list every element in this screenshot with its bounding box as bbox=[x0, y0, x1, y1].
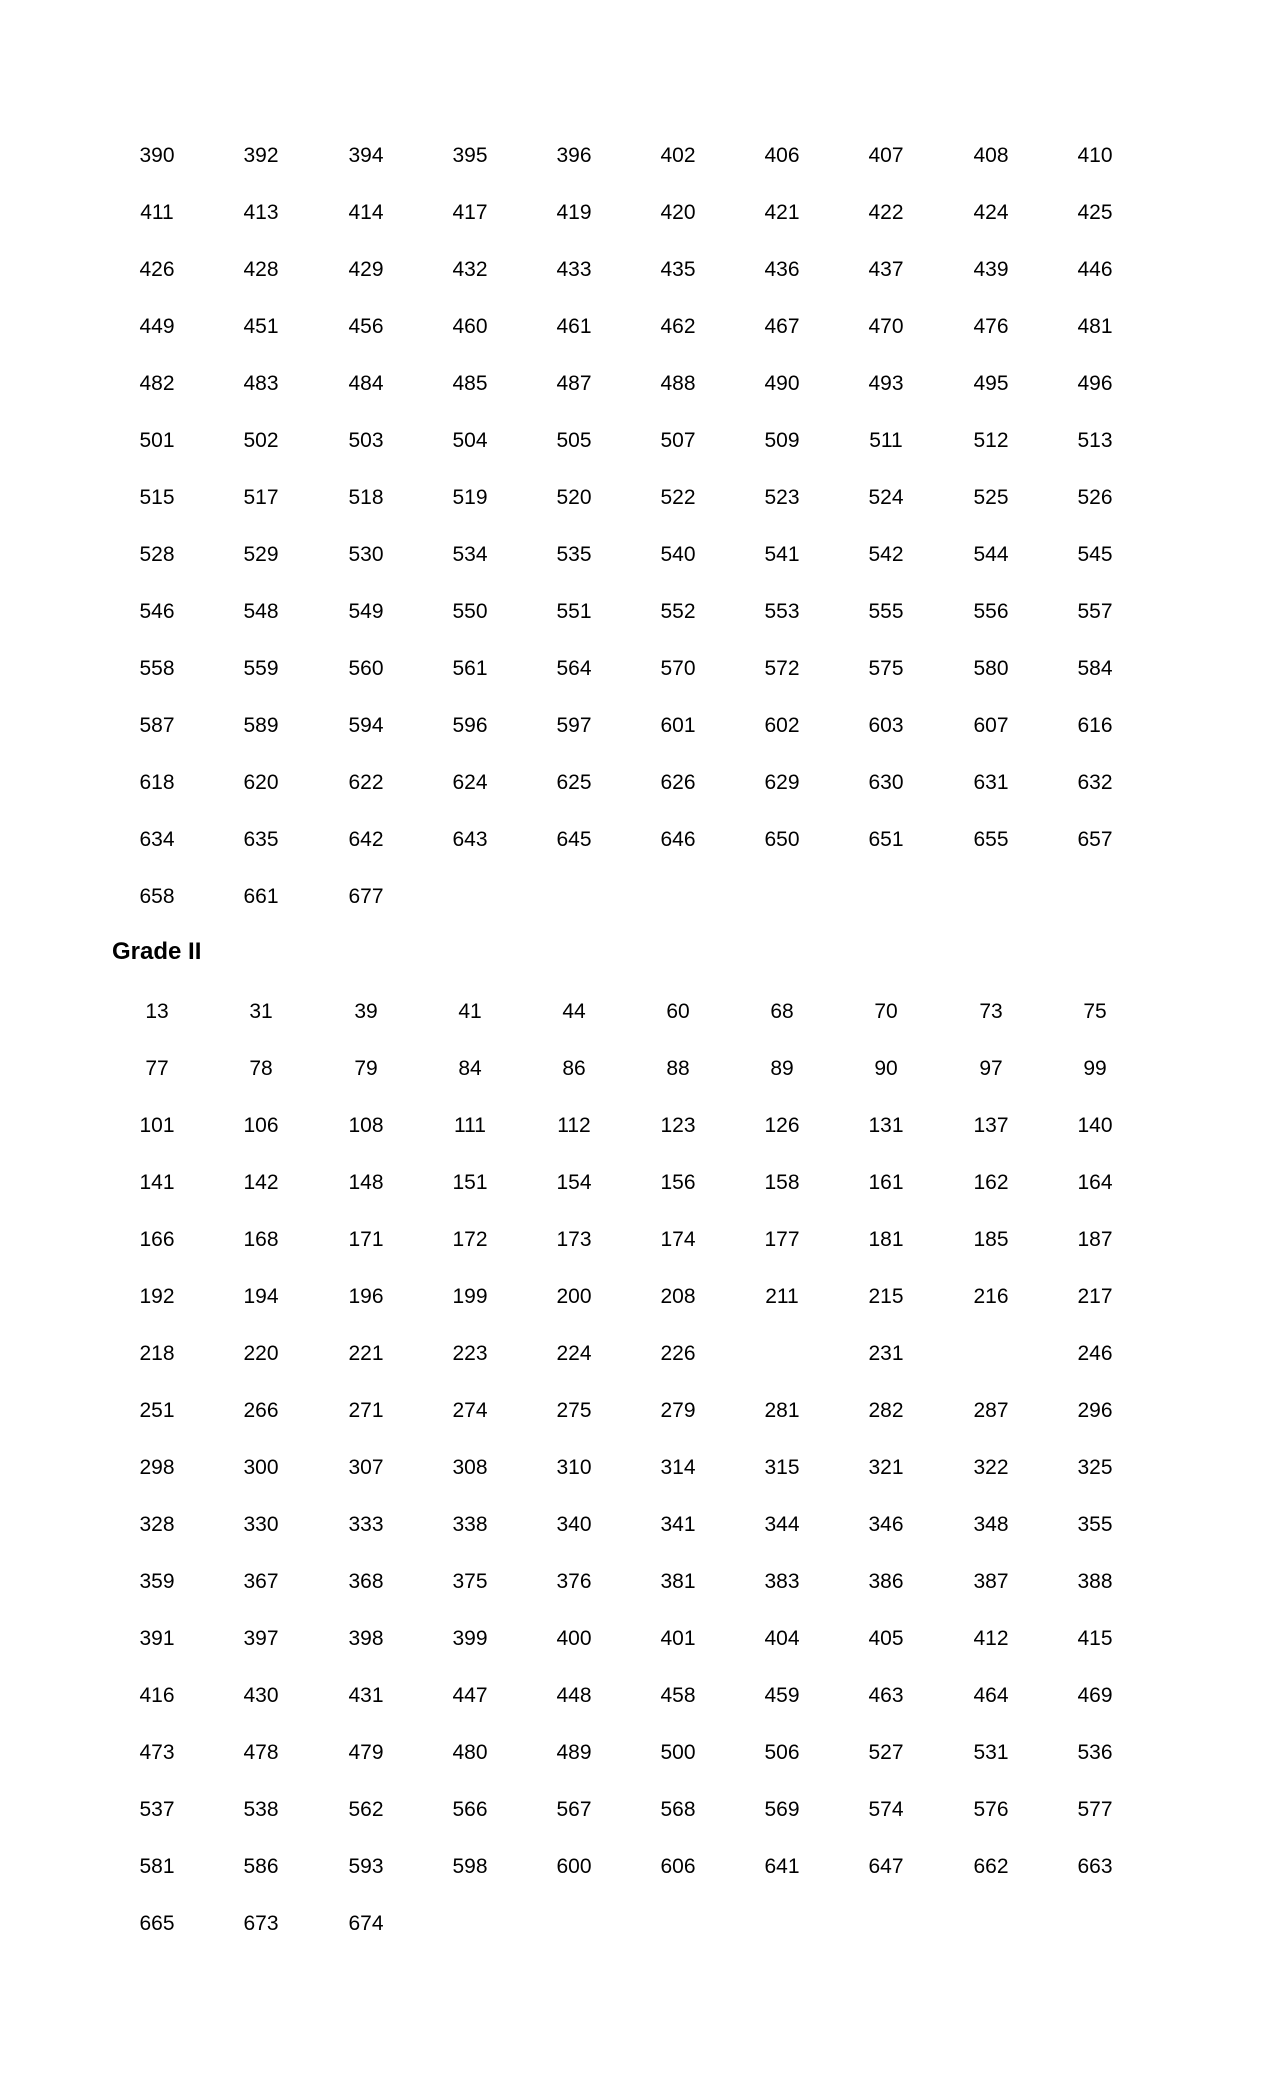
number-cell: 79 bbox=[354, 1057, 378, 1080]
number-cell: 635 bbox=[243, 828, 279, 851]
number-cell: 218 bbox=[139, 1342, 175, 1365]
number-cell: 75 bbox=[1083, 1000, 1107, 1023]
number-cell: 518 bbox=[348, 486, 384, 509]
number-cell: 634 bbox=[139, 828, 175, 851]
number-cell: 388 bbox=[1077, 1570, 1113, 1593]
number-cell: 231 bbox=[868, 1342, 904, 1365]
number-cell: 161 bbox=[868, 1171, 904, 1194]
number-cell: 89 bbox=[770, 1057, 794, 1080]
number-cell: 397 bbox=[243, 1627, 279, 1650]
number-cell: 359 bbox=[139, 1570, 175, 1593]
number-cell: 572 bbox=[764, 657, 800, 680]
number-cell: 123 bbox=[660, 1114, 696, 1137]
number-cell: 415 bbox=[1077, 1627, 1113, 1650]
number-cell: 221 bbox=[348, 1342, 384, 1365]
number-cell: 517 bbox=[243, 486, 279, 509]
number-cell: 542 bbox=[868, 543, 904, 566]
section-heading-grade-ii: Grade II bbox=[112, 938, 202, 965]
number-cell: 632 bbox=[1077, 771, 1113, 794]
number-cell: 417 bbox=[452, 201, 488, 224]
number-cell: 300 bbox=[243, 1456, 279, 1479]
number-cell: 476 bbox=[973, 315, 1009, 338]
number-cell: 185 bbox=[973, 1228, 1009, 1251]
number-cell: 507 bbox=[660, 429, 696, 452]
number-cell: 192 bbox=[139, 1285, 175, 1308]
number-cell: 282 bbox=[868, 1399, 904, 1422]
number-cell: 200 bbox=[556, 1285, 592, 1308]
number-cell: 141 bbox=[139, 1171, 175, 1194]
number-cell: 414 bbox=[348, 201, 384, 224]
number-cell: 390 bbox=[139, 144, 175, 167]
number-cell: 172 bbox=[452, 1228, 488, 1251]
number-cell: 281 bbox=[764, 1399, 800, 1422]
number-cell: 196 bbox=[348, 1285, 384, 1308]
number-cell: 226 bbox=[660, 1342, 696, 1365]
number-cell: 458 bbox=[660, 1684, 696, 1707]
number-cell: 333 bbox=[348, 1513, 384, 1536]
number-cell: 406 bbox=[764, 144, 800, 167]
number-cell: 575 bbox=[868, 657, 904, 680]
number-cell: 392 bbox=[243, 144, 279, 167]
number-cell: 537 bbox=[139, 1798, 175, 1821]
number-cell: 215 bbox=[868, 1285, 904, 1308]
number-cell: 618 bbox=[139, 771, 175, 794]
number-cell: 344 bbox=[764, 1513, 800, 1536]
number-cell: 616 bbox=[1077, 714, 1113, 737]
number-cell: 662 bbox=[973, 1855, 1009, 1878]
number-cell: 308 bbox=[452, 1456, 488, 1479]
number-cell: 487 bbox=[556, 372, 592, 395]
number-cell: 607 bbox=[973, 714, 1009, 737]
number-cell: 187 bbox=[1077, 1228, 1113, 1251]
number-cell: 488 bbox=[660, 372, 696, 395]
number-cell: 461 bbox=[556, 315, 592, 338]
number-cell: 658 bbox=[139, 885, 175, 908]
number-cell: 503 bbox=[348, 429, 384, 452]
number-cell: 540 bbox=[660, 543, 696, 566]
number-cell: 137 bbox=[973, 1114, 1009, 1137]
number-cell: 501 bbox=[139, 429, 175, 452]
number-cell: 181 bbox=[868, 1228, 904, 1251]
number-cell: 456 bbox=[348, 315, 384, 338]
number-cell: 424 bbox=[973, 201, 1009, 224]
number-cell: 674 bbox=[348, 1912, 384, 1935]
number-cell: 524 bbox=[868, 486, 904, 509]
number-cell: 513 bbox=[1077, 429, 1113, 452]
number-cell: 391 bbox=[139, 1627, 175, 1650]
number-cell: 651 bbox=[868, 828, 904, 851]
number-cell: 70 bbox=[874, 1000, 898, 1023]
number-cell: 500 bbox=[660, 1741, 696, 1764]
number-cell: 645 bbox=[556, 828, 592, 851]
number-cell: 401 bbox=[660, 1627, 696, 1650]
number-cell: 433 bbox=[556, 258, 592, 281]
number-cell: 600 bbox=[556, 1855, 592, 1878]
number-cell: 429 bbox=[348, 258, 384, 281]
number-cell: 199 bbox=[452, 1285, 488, 1308]
number-cell: 101 bbox=[139, 1114, 175, 1137]
number-cell: 665 bbox=[139, 1912, 175, 1935]
number-cell: 584 bbox=[1077, 657, 1113, 680]
number-cell: 555 bbox=[868, 600, 904, 623]
number-cell: 279 bbox=[660, 1399, 696, 1422]
number-cell: 367 bbox=[243, 1570, 279, 1593]
number-cell: 422 bbox=[868, 201, 904, 224]
number-cell: 673 bbox=[243, 1912, 279, 1935]
number-cell: 520 bbox=[556, 486, 592, 509]
number-cell: 68 bbox=[770, 1000, 794, 1023]
number-cell: 112 bbox=[557, 1114, 591, 1137]
number-cell: 174 bbox=[660, 1228, 696, 1251]
number-cell: 41 bbox=[458, 1000, 482, 1023]
number-cell: 151 bbox=[452, 1171, 488, 1194]
number-cell: 663 bbox=[1077, 1855, 1113, 1878]
number-cell: 421 bbox=[764, 201, 800, 224]
number-cell: 580 bbox=[973, 657, 1009, 680]
number-cell: 538 bbox=[243, 1798, 279, 1821]
number-cell: 168 bbox=[243, 1228, 279, 1251]
number-cell: 436 bbox=[764, 258, 800, 281]
number-cell: 589 bbox=[243, 714, 279, 737]
number-cell: 489 bbox=[556, 1741, 592, 1764]
number-cell: 173 bbox=[556, 1228, 592, 1251]
number-cell: 271 bbox=[348, 1399, 384, 1422]
number-cell: 398 bbox=[348, 1627, 384, 1650]
number-cell: 341 bbox=[660, 1513, 696, 1536]
number-cell: 88 bbox=[666, 1057, 690, 1080]
number-cell: 546 bbox=[139, 600, 175, 623]
number-cell: 505 bbox=[556, 429, 592, 452]
number-cell: 562 bbox=[348, 1798, 384, 1821]
number-cell: 73 bbox=[979, 1000, 1003, 1023]
number-cell: 587 bbox=[139, 714, 175, 737]
number-cell: 483 bbox=[243, 372, 279, 395]
number-cell: 447 bbox=[452, 1684, 488, 1707]
number-cell: 321 bbox=[868, 1456, 904, 1479]
number-cell: 646 bbox=[660, 828, 696, 851]
number-cell: 511 bbox=[869, 429, 903, 452]
number-cell: 99 bbox=[1083, 1057, 1107, 1080]
number-cell: 275 bbox=[556, 1399, 592, 1422]
number-cell: 557 bbox=[1077, 600, 1113, 623]
number-cell: 325 bbox=[1077, 1456, 1113, 1479]
number-cell: 620 bbox=[243, 771, 279, 794]
number-cell: 296 bbox=[1077, 1399, 1113, 1422]
number-cell: 603 bbox=[868, 714, 904, 737]
number-cell: 217 bbox=[1077, 1285, 1113, 1308]
number-cell: 111 bbox=[454, 1114, 486, 1137]
number-cell: 408 bbox=[973, 144, 1009, 167]
number-cell: 529 bbox=[243, 543, 279, 566]
number-cell: 387 bbox=[973, 1570, 1009, 1593]
number-cell: 625 bbox=[556, 771, 592, 794]
number-cell: 569 bbox=[764, 1798, 800, 1821]
number-cell: 512 bbox=[973, 429, 1009, 452]
number-cell: 246 bbox=[1077, 1342, 1113, 1365]
number-cell: 407 bbox=[868, 144, 904, 167]
number-cell: 556 bbox=[973, 600, 1009, 623]
number-cell: 558 bbox=[139, 657, 175, 680]
number-cell: 287 bbox=[973, 1399, 1009, 1422]
number-cell: 551 bbox=[556, 600, 592, 623]
number-cell: 490 bbox=[764, 372, 800, 395]
number-cell: 13 bbox=[145, 1000, 169, 1023]
number-cell: 469 bbox=[1077, 1684, 1113, 1707]
number-cell: 449 bbox=[139, 315, 175, 338]
number-cell: 528 bbox=[139, 543, 175, 566]
number-cell: 400 bbox=[556, 1627, 592, 1650]
number-cell: 561 bbox=[452, 657, 488, 680]
number-cell: 404 bbox=[764, 1627, 800, 1650]
number-cell: 381 bbox=[660, 1570, 696, 1593]
number-cell: 220 bbox=[243, 1342, 279, 1365]
number-cell: 307 bbox=[348, 1456, 384, 1479]
number-cell: 655 bbox=[973, 828, 1009, 851]
number-cell: 310 bbox=[556, 1456, 592, 1479]
number-cell: 502 bbox=[243, 429, 279, 452]
number-cell: 402 bbox=[660, 144, 696, 167]
number-cell: 624 bbox=[452, 771, 488, 794]
number-cell: 567 bbox=[556, 1798, 592, 1821]
number-cell: 97 bbox=[979, 1057, 1003, 1080]
number-cell: 274 bbox=[452, 1399, 488, 1422]
number-cell: 60 bbox=[666, 1000, 690, 1023]
number-cell: 544 bbox=[973, 543, 1009, 566]
number-cell: 437 bbox=[868, 258, 904, 281]
number-cell: 158 bbox=[764, 1171, 800, 1194]
number-cell: 462 bbox=[660, 315, 696, 338]
number-cell: 376 bbox=[556, 1570, 592, 1593]
number-cell: 140 bbox=[1077, 1114, 1113, 1137]
number-cell: 481 bbox=[1077, 315, 1113, 338]
number-cell: 177 bbox=[764, 1228, 800, 1251]
number-cell: 211 bbox=[765, 1285, 799, 1308]
number-cell: 346 bbox=[868, 1513, 904, 1536]
number-cell: 647 bbox=[868, 1855, 904, 1878]
number-cell: 171 bbox=[348, 1228, 384, 1251]
number-cell: 338 bbox=[452, 1513, 488, 1536]
number-cell: 626 bbox=[660, 771, 696, 794]
number-cell: 419 bbox=[556, 201, 592, 224]
number-cell: 396 bbox=[556, 144, 592, 167]
number-cell: 411 bbox=[140, 201, 174, 224]
number-cell: 459 bbox=[764, 1684, 800, 1707]
number-cell: 394 bbox=[348, 144, 384, 167]
number-cell: 77 bbox=[145, 1057, 169, 1080]
number-cell: 515 bbox=[139, 486, 175, 509]
number-cell: 108 bbox=[348, 1114, 384, 1137]
number-cell: 523 bbox=[764, 486, 800, 509]
number-cell: 375 bbox=[452, 1570, 488, 1593]
number-cell: 545 bbox=[1077, 543, 1113, 566]
number-cell: 216 bbox=[973, 1285, 1009, 1308]
number-cell: 661 bbox=[243, 885, 279, 908]
number-cell: 355 bbox=[1077, 1513, 1113, 1536]
number-cell: 581 bbox=[139, 1855, 175, 1878]
number-cell: 223 bbox=[452, 1342, 488, 1365]
number-cell: 493 bbox=[868, 372, 904, 395]
number-cell: 439 bbox=[973, 258, 1009, 281]
number-cell: 629 bbox=[764, 771, 800, 794]
number-cell: 78 bbox=[249, 1057, 273, 1080]
number-cell: 506 bbox=[764, 1741, 800, 1764]
number-cell: 428 bbox=[243, 258, 279, 281]
number-cell: 126 bbox=[764, 1114, 800, 1137]
number-cell: 622 bbox=[348, 771, 384, 794]
number-cell: 484 bbox=[348, 372, 384, 395]
number-cell: 576 bbox=[973, 1798, 1009, 1821]
number-cell: 131 bbox=[868, 1114, 904, 1137]
number-cell: 597 bbox=[556, 714, 592, 737]
number-cell: 496 bbox=[1077, 372, 1113, 395]
number-cell: 315 bbox=[764, 1456, 800, 1479]
number-cell: 463 bbox=[868, 1684, 904, 1707]
number-cell: 478 bbox=[243, 1741, 279, 1764]
number-cell: 432 bbox=[452, 258, 488, 281]
number-cell: 142 bbox=[243, 1171, 279, 1194]
number-cell: 405 bbox=[868, 1627, 904, 1650]
number-cell: 550 bbox=[452, 600, 488, 623]
number-cell: 527 bbox=[868, 1741, 904, 1764]
number-cell: 485 bbox=[452, 372, 488, 395]
number-cell: 426 bbox=[139, 258, 175, 281]
number-cell: 399 bbox=[452, 1627, 488, 1650]
number-cell: 657 bbox=[1077, 828, 1113, 851]
number-cell: 577 bbox=[1077, 1798, 1113, 1821]
number-cell: 148 bbox=[348, 1171, 384, 1194]
number-cell: 90 bbox=[874, 1057, 898, 1080]
number-cell: 602 bbox=[764, 714, 800, 737]
number-cell: 574 bbox=[868, 1798, 904, 1821]
number-cell: 431 bbox=[348, 1684, 384, 1707]
number-cell: 519 bbox=[452, 486, 488, 509]
number-cell: 549 bbox=[348, 600, 384, 623]
number-cell: 559 bbox=[243, 657, 279, 680]
number-cell: 522 bbox=[660, 486, 696, 509]
number-cell: 568 bbox=[660, 1798, 696, 1821]
number-cell: 480 bbox=[452, 1741, 488, 1764]
number-cell: 641 bbox=[764, 1855, 800, 1878]
number-cell: 420 bbox=[660, 201, 696, 224]
number-cell: 601 bbox=[660, 714, 696, 737]
number-cell: 39 bbox=[354, 1000, 378, 1023]
number-cell: 208 bbox=[660, 1285, 696, 1308]
number-cell: 593 bbox=[348, 1855, 384, 1878]
number-cell: 322 bbox=[973, 1456, 1009, 1479]
number-cell: 566 bbox=[452, 1798, 488, 1821]
number-cell: 553 bbox=[764, 600, 800, 623]
number-cell: 530 bbox=[348, 543, 384, 566]
number-cell: 552 bbox=[660, 600, 696, 623]
number-cell: 386 bbox=[868, 1570, 904, 1593]
number-cell: 464 bbox=[973, 1684, 1009, 1707]
number-cell: 448 bbox=[556, 1684, 592, 1707]
number-cell: 479 bbox=[348, 1741, 384, 1764]
number-cell: 266 bbox=[243, 1399, 279, 1422]
number-cell: 548 bbox=[243, 600, 279, 623]
number-cell: 298 bbox=[139, 1456, 175, 1479]
number-cell: 435 bbox=[660, 258, 696, 281]
number-cell: 642 bbox=[348, 828, 384, 851]
number-cell: 470 bbox=[868, 315, 904, 338]
number-cell: 630 bbox=[868, 771, 904, 794]
number-cell: 164 bbox=[1077, 1171, 1113, 1194]
number-cell: 534 bbox=[452, 543, 488, 566]
number-cell: 412 bbox=[973, 1627, 1009, 1650]
number-cell: 541 bbox=[764, 543, 800, 566]
number-cell: 368 bbox=[348, 1570, 384, 1593]
number-cell: 224 bbox=[556, 1342, 592, 1365]
number-cell: 44 bbox=[562, 1000, 586, 1023]
number-cell: 531 bbox=[973, 1741, 1009, 1764]
number-cell: 314 bbox=[660, 1456, 696, 1479]
number-cell: 84 bbox=[458, 1057, 482, 1080]
number-cell: 162 bbox=[973, 1171, 1009, 1194]
number-cell: 340 bbox=[556, 1513, 592, 1536]
number-cell: 425 bbox=[1077, 201, 1113, 224]
number-cell: 446 bbox=[1077, 258, 1113, 281]
number-cell: 383 bbox=[764, 1570, 800, 1593]
number-cell: 451 bbox=[243, 315, 279, 338]
number-cell: 416 bbox=[139, 1684, 175, 1707]
number-cell: 536 bbox=[1077, 1741, 1113, 1764]
number-cell: 594 bbox=[348, 714, 384, 737]
number-cell: 106 bbox=[243, 1114, 279, 1137]
number-cell: 570 bbox=[660, 657, 696, 680]
number-cell: 526 bbox=[1077, 486, 1113, 509]
number-cell: 598 bbox=[452, 1855, 488, 1878]
number-cell: 509 bbox=[764, 429, 800, 452]
number-cell: 631 bbox=[973, 771, 1009, 794]
number-cell: 410 bbox=[1077, 144, 1113, 167]
number-cell: 251 bbox=[139, 1399, 175, 1422]
number-cell: 525 bbox=[973, 486, 1009, 509]
number-cell: 535 bbox=[556, 543, 592, 566]
number-cell: 31 bbox=[249, 1000, 273, 1023]
number-cell: 482 bbox=[139, 372, 175, 395]
number-cell: 495 bbox=[973, 372, 1009, 395]
number-cell: 86 bbox=[562, 1057, 586, 1080]
number-cell: 650 bbox=[764, 828, 800, 851]
number-cell: 564 bbox=[556, 657, 592, 680]
number-cell: 395 bbox=[452, 144, 488, 167]
number-cell: 586 bbox=[243, 1855, 279, 1878]
number-cell: 467 bbox=[764, 315, 800, 338]
number-cell: 154 bbox=[556, 1171, 592, 1194]
number-cell: 596 bbox=[452, 714, 488, 737]
number-cell: 166 bbox=[139, 1228, 175, 1251]
number-cell: 606 bbox=[660, 1855, 696, 1878]
number-cell: 504 bbox=[452, 429, 488, 452]
number-cell: 473 bbox=[139, 1741, 175, 1764]
number-cell: 560 bbox=[348, 657, 384, 680]
number-cell: 677 bbox=[348, 885, 384, 908]
number-cell: 460 bbox=[452, 315, 488, 338]
number-cell: 643 bbox=[452, 828, 488, 851]
number-cell: 330 bbox=[243, 1513, 279, 1536]
number-cell: 348 bbox=[973, 1513, 1009, 1536]
number-cell: 413 bbox=[243, 201, 279, 224]
number-cell: 430 bbox=[243, 1684, 279, 1707]
number-cell: 194 bbox=[243, 1285, 279, 1308]
number-cell: 156 bbox=[660, 1171, 696, 1194]
number-cell: 328 bbox=[139, 1513, 175, 1536]
